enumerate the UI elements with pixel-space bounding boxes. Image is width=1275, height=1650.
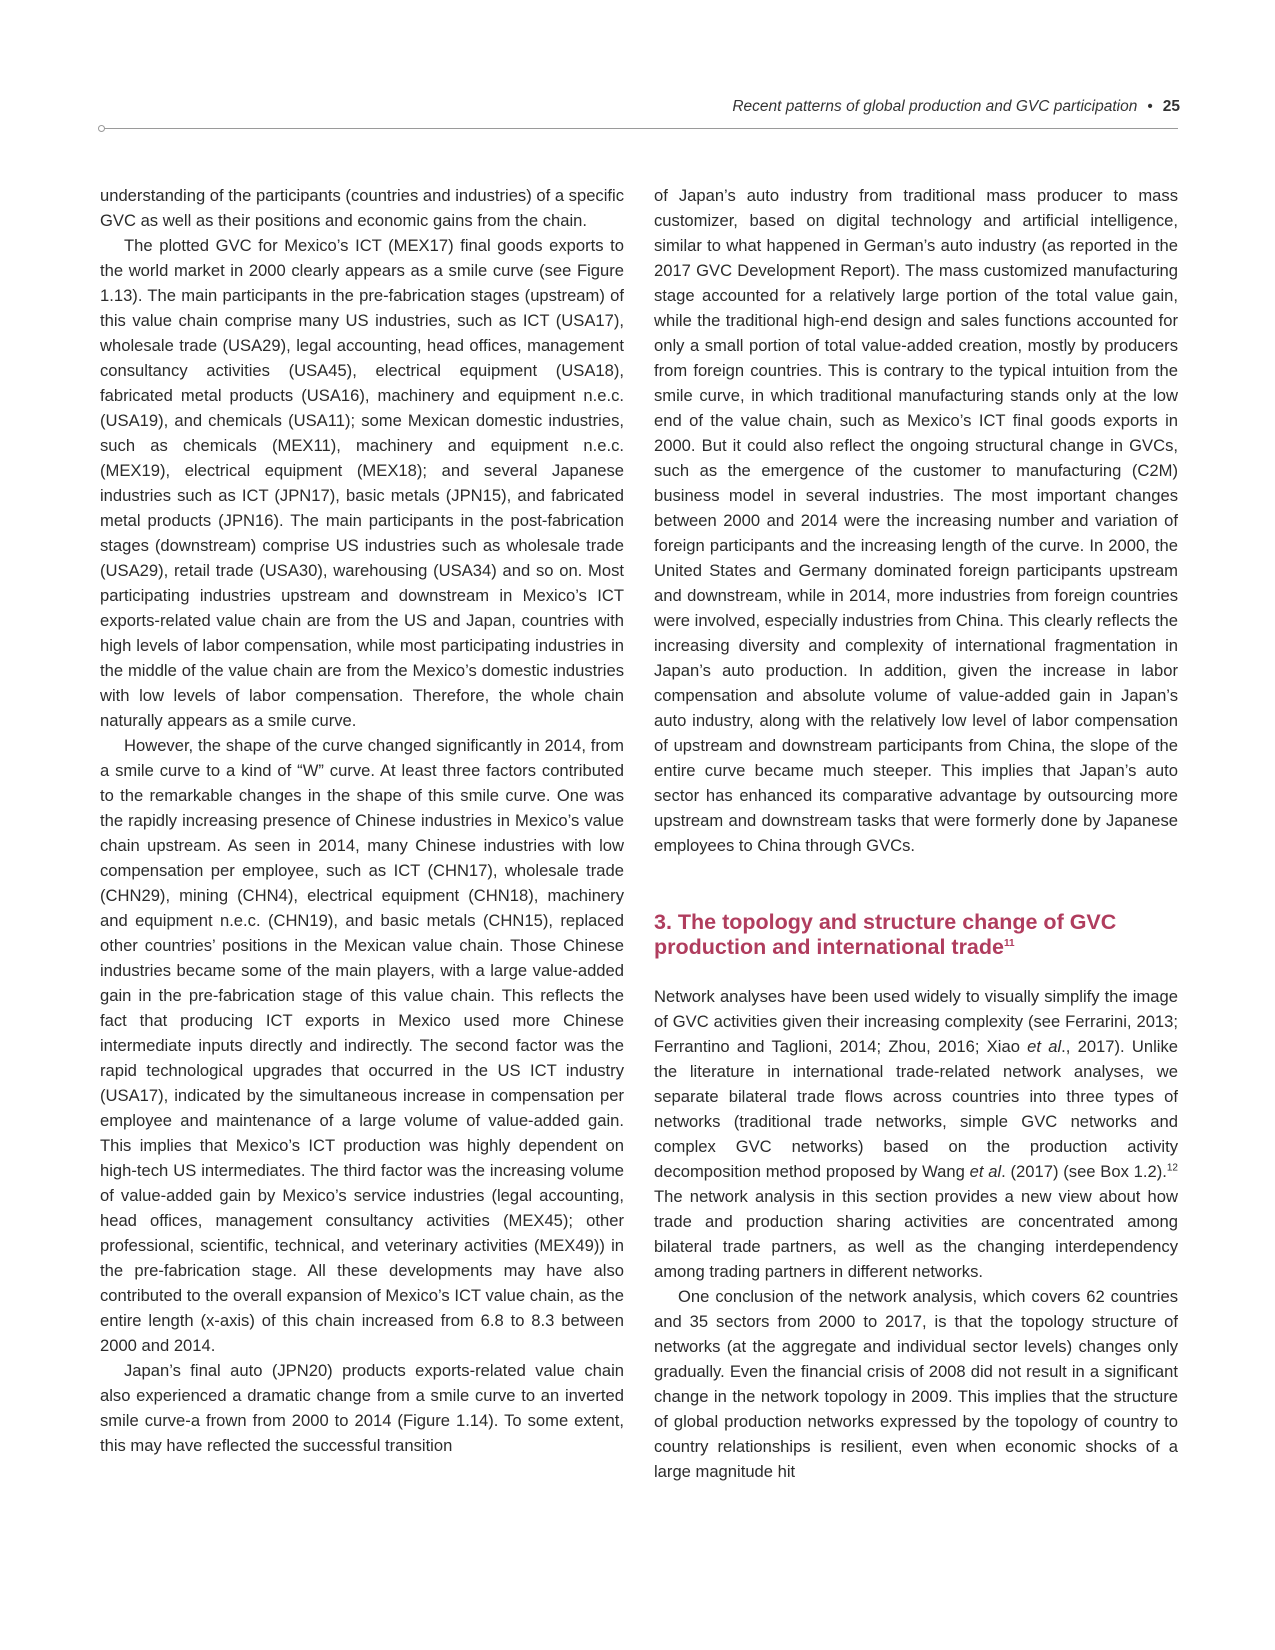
page-number: 25 xyxy=(1162,98,1180,115)
right-paragraph-1: of Japan’s auto industry from traditional mass producer to mass customizer, based on digital technology and artificial intelligence, similar to what happened in German’s auto industry (as reported in the 2017 GVC Development Report). The mass customized manufacturing stage accounted for a relatively large portion of the total value gain, while the traditional high-end design and sales functions accounted for only a small portion of total value-added creation, mostly by producers from foreign countries. This is contrary to the typical intuition from the smile curve, in which traditional manufacturing stands only at the low end of the value chain, such as Mexico’s ICT final goods exports in 2000. But it could also reflect the ongoing structural change in GVCs, such as the emergence of the customer to manufacturing (C2M) business model in several industries. The most important changes between 2000 and 2014 were the increasing number and variation of foreign participants and the increasing length of the curve. In 2000, the United States and Germany dominated foreign participants upstream and downstream, while in 2014, more industries from foreign countries were involved, especially industries from China. This clearly reflects the increasing diversity and complexity of international fragmentation in Japan’s auto production. In addition, given the increase in labor compensation and absolute volume of value-added gain in Japan’s auto industry, along with the relatively low level of labor compensation of upstream and downstream participants from China, the slope of the entire curve became much steeper. This implies that Japan’s auto sector has enhanced its comparative advantage by outsourcing more upstream and downstream tasks that were formerly done by Japanese employees to China through GVCs. xyxy=(654,186,1178,855)
right-paragraph-3: One conclusion of the network analysis, which covers 62 countries and 35 sectors from 2000 to 2017, is that the topology structure of networks (at the aggregate and individual sector levels) changes only gradually. Even the financial crisis of 2008 did not result in a significant change in the network topology in 2009. This implies that the structure of global production networks expressed by the topology of country to country relationships is resilient, even when economic shocks of a large magnitude hit xyxy=(654,1287,1178,1481)
left-column xyxy=(100,183,624,1458)
left-paragraph-2: The plotted GVC for Mexico’s ICT (MEX17) final goods exports to the world market in 2000 clearly appears as a smile curve (see Figure 1.13). The main participants in the pre-fabrication stages (upstream) of this value chain comprise many US industries, such as ICT (USA17), wholesale trade (USA29), legal accounting, head offices, management consultancy activities (USA45), electrical equipment (USA18), fabricated metal products (USA16), machinery and equipment n.e.c. (USA19), and chemicals (USA11); some Mexican domestic industries, such as chemicals (MEX11), machinery and equipment n.e.c. (MEX19), electrical equipment (MEX18); and several Japanese industries such as ICT (JPN17), basic metals (JPN15), and fabricated metal products (JPN16). The main participants in the post-fabrication stages (downstream) comprise US industries such as wholesale trade (USA29), retail trade (USA30), warehousing (USA34) and so on. Most participating industries upstream and downstream in Mexico’s ICT exports-related value chain are from the US and Japan, countries with high levels of labor compensation, while most participating industries in the middle of the value chain are from the Mexico’s domestic industries with low levels of labor compensation. Therefore, the whole chain naturally appears as a smile curve. xyxy=(100,236,624,730)
running-title-line xyxy=(732,98,1180,116)
right-paragraph-2-part-c: . (2017) (see Box 1.2). xyxy=(1001,1162,1167,1181)
footnote-ref-12: 12 xyxy=(1166,1162,1178,1174)
right-paragraph-2-part-d: The network analysis in this section provides a new view about how trade and production sharing activities are concentrated among bilateral trade partners, as well as the changing interdependency among trading partners in different networks. xyxy=(654,1187,1178,1281)
section-heading-text: 3. The topology and structure change of GVC production and international trade xyxy=(654,910,1117,959)
running-title: Recent patterns of global production and GVC participation xyxy=(732,98,1138,115)
left-paragraph-3: However, the shape of the curve changed significantly in 2014, from a smile curve to a kind of “W” curve. At least three factors contributed to the remarkable changes in the shape of this smile curve. One was the rapidly increasing presence of Chinese industries in Mexico’s value chain upstream. As seen in 2014, many Chinese industries with low compensation per employee, such as ICT (CHN17), wholesale trade (CHN29), mining (CHN4), electrical equipment (CHN18), machinery and equipment n.e.c. (CHN19), and basic metals (CHN15), replaced other countries’ positions in the Mexican value chain. Those Chinese industries became some of the main players, with a large value-added gain in the pre-fabrication stage of this value chain. This reflects the fact that producing ICT exports in Mexico used more Chinese intermediate inputs directly and indirectly. The second factor was the rapid technological upgrades that occurred in the US ICT industry (USA17), indicated by the simultaneous increase in compensation per employee and maintenance of a large volume of value-added gain. This implies that Mexico’s ICT production was highly dependent on high-tech US intermediates. The third factor was the increasing volume of value-added gain by Mexico’s service industries (legal accounting, head offices, management consultancy activities (MEX45); other professional, scientific, technical, and veterinary activities (MEX49)) in the pre-fabrication stage. All these developments may have also contributed to the overall expansion of Mexico’s ICT value chain, as the entire length (x-axis) of this chain increased from 6.8 to 8.3 between 2000 and 2014. xyxy=(100,736,624,1355)
footnote-ref-11: 11 xyxy=(1003,937,1015,949)
section-heading xyxy=(654,910,1178,960)
header-rule xyxy=(104,128,1178,129)
running-header xyxy=(100,98,1180,124)
et-al-italic-1: et al xyxy=(1027,1037,1062,1056)
right-paragraph-2-part-b: ., 2017). Unlike the literature in international trade-related network analyses, we separate bilateral trade flows across countries into three types of networks (traditional trade networks, simple GVC networks and complex GVC networks) based on the production activity decomposition method proposed by Wang xyxy=(654,1037,1178,1181)
et-al-italic-2: et al xyxy=(969,1162,1002,1181)
right-column xyxy=(654,183,1178,1484)
left-paragraph-1: understanding of the participants (countries and industries) of a specific GVC as well as their positions and economic gains from the chain. xyxy=(100,186,624,230)
left-paragraph-4: Japan’s final auto (JPN20) products exports-related value chain also experienced a dramatic change from a smile curve to an inverted smile curve-a frown from 2000 to 2014 (Figure 1.14). To some extent, this may have reflected the successful transition xyxy=(100,1361,624,1455)
right-paragraph-2 xyxy=(654,984,1178,1284)
header-bullet: • xyxy=(1147,98,1153,115)
right-paragraph-2-part-a: Network analyses have been used widely to visually simplify the image of GVC activities given their increasing complexity (see Ferrarini, 2013; Ferrantino and Taglioni, 2014; Zhou, 2016; Xiao xyxy=(654,987,1178,1056)
